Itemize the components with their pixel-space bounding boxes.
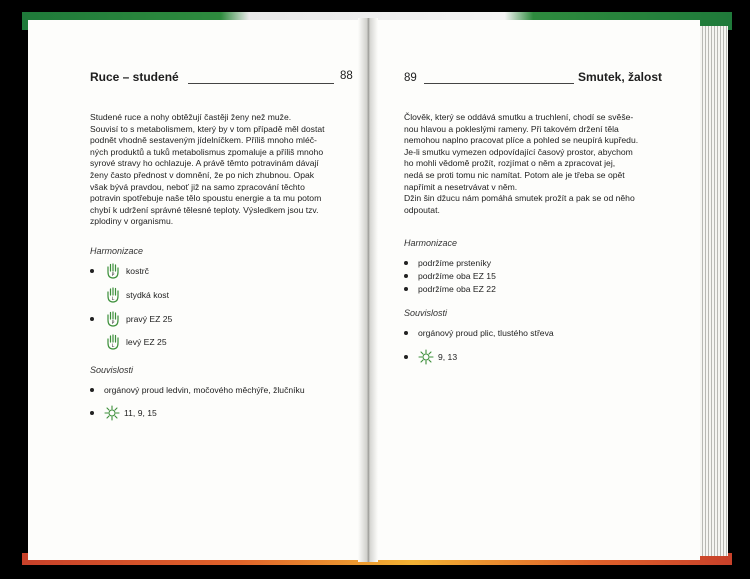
- right-page-header: [404, 70, 662, 84]
- header-rule: [424, 83, 574, 84]
- text-line: Je-li smutku vymezen odpovídající časový prostor, abychom: [404, 146, 633, 157]
- bullet: [404, 355, 408, 359]
- text-line: nemohou naplno pracovat plíce a pohled se neupírá kupředu.: [404, 135, 639, 146]
- bullet: [90, 317, 94, 321]
- bullet: [90, 269, 94, 273]
- text-line: Souvisí to s metabolismem, který by v tom případě měl dostat: [90, 123, 325, 134]
- text-line: napřímit a nesetrvávat v něm.: [404, 181, 518, 192]
- right-page: [378, 20, 700, 560]
- text-line: podnět vhodně sestaveným jídelníčkem. Příliš mnoho mléč-: [90, 135, 317, 146]
- item-label: pravý EZ 25: [126, 314, 173, 324]
- bullet: [404, 287, 408, 291]
- item-label: podržíme oba EZ 15: [418, 271, 496, 281]
- text-line: Džin šin džucu nám pomáhá smutek prožít a pak se od něho: [404, 193, 635, 204]
- item-label: orgánový proud ledvin, močového měchýře, žlučníku: [104, 385, 305, 395]
- text-line: nou hlavou a pokleslými rameny. Při takovém držení těla: [404, 123, 619, 134]
- text-line: nedá se proti tomu nic namítat. Potom ale je třeba se opět: [404, 169, 625, 180]
- harmonizace-heading: Harmonizace: [404, 238, 458, 248]
- book-gutter: [358, 18, 378, 562]
- symbol-reference: 9, 13: [438, 352, 458, 362]
- item-label: orgánový proud plic, tlustého střeva: [418, 328, 554, 338]
- bullet: [90, 411, 94, 415]
- list-item: [90, 405, 157, 421]
- text-line: však bývá pravdou, neboť již na samo zpracování těchto: [90, 181, 305, 192]
- right-hand-icon: [104, 310, 122, 328]
- header-rule: [188, 83, 334, 84]
- symbol-reference: 11, 9, 15: [124, 408, 157, 418]
- right-page-number: 89: [404, 72, 417, 84]
- flower-symbol-icon: [104, 405, 120, 421]
- text-line: chybí k udržení správné tělesné teploty. Výsledkem jsou tzv.: [90, 204, 319, 215]
- svg-text:P: P: [111, 321, 115, 326]
- left-page-number: 88: [340, 70, 353, 82]
- list-item: [90, 262, 149, 280]
- left-hand-icon: [104, 333, 122, 351]
- item-label: podržíme prsteníky: [418, 258, 492, 268]
- text-line: zplodiny v organismu.: [90, 216, 174, 227]
- text-line: Studené ruce a nohy obtěžují častěji ženy než muže.: [90, 112, 292, 122]
- left-page: [28, 20, 358, 560]
- text-line: odpoutat.: [404, 204, 440, 215]
- list-item: [90, 385, 305, 395]
- item-label: stydká kost: [126, 290, 169, 300]
- list-item: [404, 284, 496, 294]
- list-item: [404, 328, 554, 338]
- left-hand-icon: [104, 286, 122, 304]
- souvislosti-heading: Souvislosti: [90, 365, 134, 375]
- list-item: [404, 258, 491, 268]
- svg-text:L: L: [111, 297, 115, 302]
- bullet: [404, 331, 408, 335]
- bullet: [90, 388, 94, 392]
- text-line: ženy často přednost v domnění, že po nich zhubnou. Opak: [90, 169, 315, 180]
- text-line: ných produktů a tuků metabolismus zpomaluje a příliš mnoho: [90, 146, 324, 157]
- list-item: [404, 349, 457, 365]
- text-line: syrové stravy ho ochlazuje. A právě těmto potravinám dávají: [90, 158, 319, 169]
- flower-symbol-icon: [418, 349, 434, 365]
- book-page-edges: [700, 26, 728, 556]
- left-page-paragraph: [90, 112, 352, 228]
- bullet: [404, 261, 408, 265]
- text-line: ho mohli vědomě prožít, rozjímat o něm a zpracovat jej,: [404, 158, 616, 169]
- right-page-paragraph: [404, 112, 662, 216]
- text-line: potravin spotřebuje naše tělo spoustu energie a ta mu potom: [90, 193, 322, 204]
- souvislosti-heading: Souvislosti: [404, 308, 448, 318]
- svg-text:L: L: [111, 344, 115, 349]
- item-label: podržíme oba EZ 22: [418, 284, 496, 294]
- item-label: kostrč: [126, 266, 149, 276]
- list-item: [90, 310, 172, 328]
- svg-text:P: P: [111, 273, 115, 278]
- bullet: [404, 274, 408, 278]
- item-label: levý EZ 25: [126, 337, 167, 347]
- list-item: [104, 333, 167, 351]
- list-item: [104, 286, 169, 304]
- text-line: Člověk, který se oddává smutku a truchlení, chodí se svěše-: [404, 112, 634, 122]
- list-item: [404, 271, 496, 281]
- left-page-title: Ruce – studené: [90, 70, 179, 84]
- right-hand-icon: [104, 262, 122, 280]
- left-page-header: [90, 70, 352, 84]
- harmonizace-heading: Harmonizace: [90, 246, 144, 256]
- right-page-title: Smutek, žalost: [577, 70, 662, 84]
